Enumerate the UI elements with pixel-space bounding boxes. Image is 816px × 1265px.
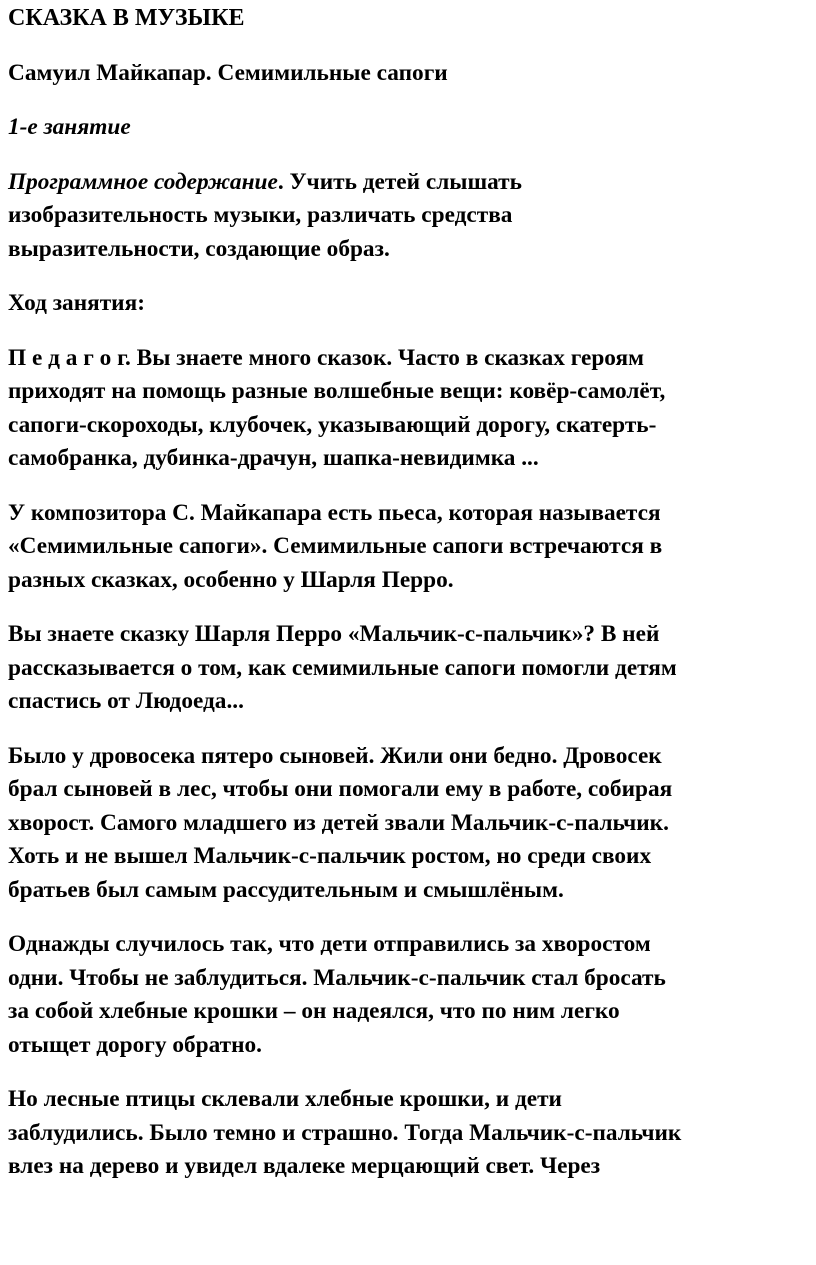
text-line: за собой хлебные крошки – он надеялся, что по ним легко [8,998,620,1024]
text-line: спастись от Людоеда... [8,688,244,714]
paragraph-crumbs [8,928,814,1062]
text-line: братьев был самым рассудительным и смышлёным. [8,876,564,903]
course-heading: Ход занятия: [8,290,145,316]
program-content-line: выразительности, создающие образ. [8,235,390,262]
text-line: отыщет дорогу обратно. [8,1031,262,1058]
program-content-text: . Учить детей слышать [277,168,522,195]
document-page [8,2,814,1205]
program-content-line [8,166,814,200]
program-content-label: Программное содержание [8,168,278,195]
text-line: Было у дровосека пятеро сыновей. Жили они бедно. Дровосек [8,742,662,769]
document-subtitle: Самуил Майкапар. Семимильные сапоги [8,59,448,86]
paragraph-composer [8,497,814,598]
text-line: брал сыновей в лес, чтобы они помогали ему в работе, собирая [8,776,673,802]
document-title: СКАЗКА В МУЗЫКЕ [8,5,245,31]
text-line: приходят на помощь разные волшебные вещи: ковёр-самолёт, [8,378,666,404]
text-line: влез на дерево и увидел вдалеке мерцающий свет. Через [8,1153,601,1179]
lesson-label: 1-е занятие [8,114,131,140]
text-line: одни. Чтобы не заблудиться. Мальчик-с-пальчик стал бросать [8,964,666,991]
paragraph-woodcutter [8,740,814,908]
text-line: самобранка, дубинка-драчун, шапка-невидимка ... [8,445,539,471]
text-line: П е д а г о г. Вы знаете много сказок. Часто в сказках героям [8,344,644,371]
program-content-line: изобразительность музыки, различать средства [8,202,513,228]
paragraph-perrault [8,618,814,719]
text-line: сапоги-скороходы, клубочек, указывающий дорогу, скатерть- [8,411,657,438]
text-line: хворост. Самого младшего из детей звали Мальчик-с-пальчик. [8,809,669,836]
paragraph-forest [8,1083,814,1184]
text-line: Но лесные птицы склевали хлебные крошки, и дети [8,1086,562,1112]
paragraph-teacher-intro [8,342,814,476]
text-line: заблудились. Было темно и страшно. Тогда Мальчик-с-пальчик [8,1119,682,1146]
text-line: Вы знаете сказку Шарля Перро «Мальчик-с-пальчик»? В ней [8,621,660,647]
text-line: Хоть и не вышел Мальчик-с-пальчик ростом, но среди своих [8,843,652,869]
text-line: У композитора С. Майкапара есть пьеса, которая называется [8,499,661,526]
text-line: Однажды случилось так, что дети отправились за хворостом [8,931,651,957]
text-line: разных сказках, особенно у Шарля Перро. [8,566,454,593]
text-line: рассказывается о том, как семимильные сапоги помогли детям [8,654,677,681]
program-content [8,166,814,267]
text-line: «Семимильные сапоги». Семимильные сапоги встречаются в [8,533,663,559]
